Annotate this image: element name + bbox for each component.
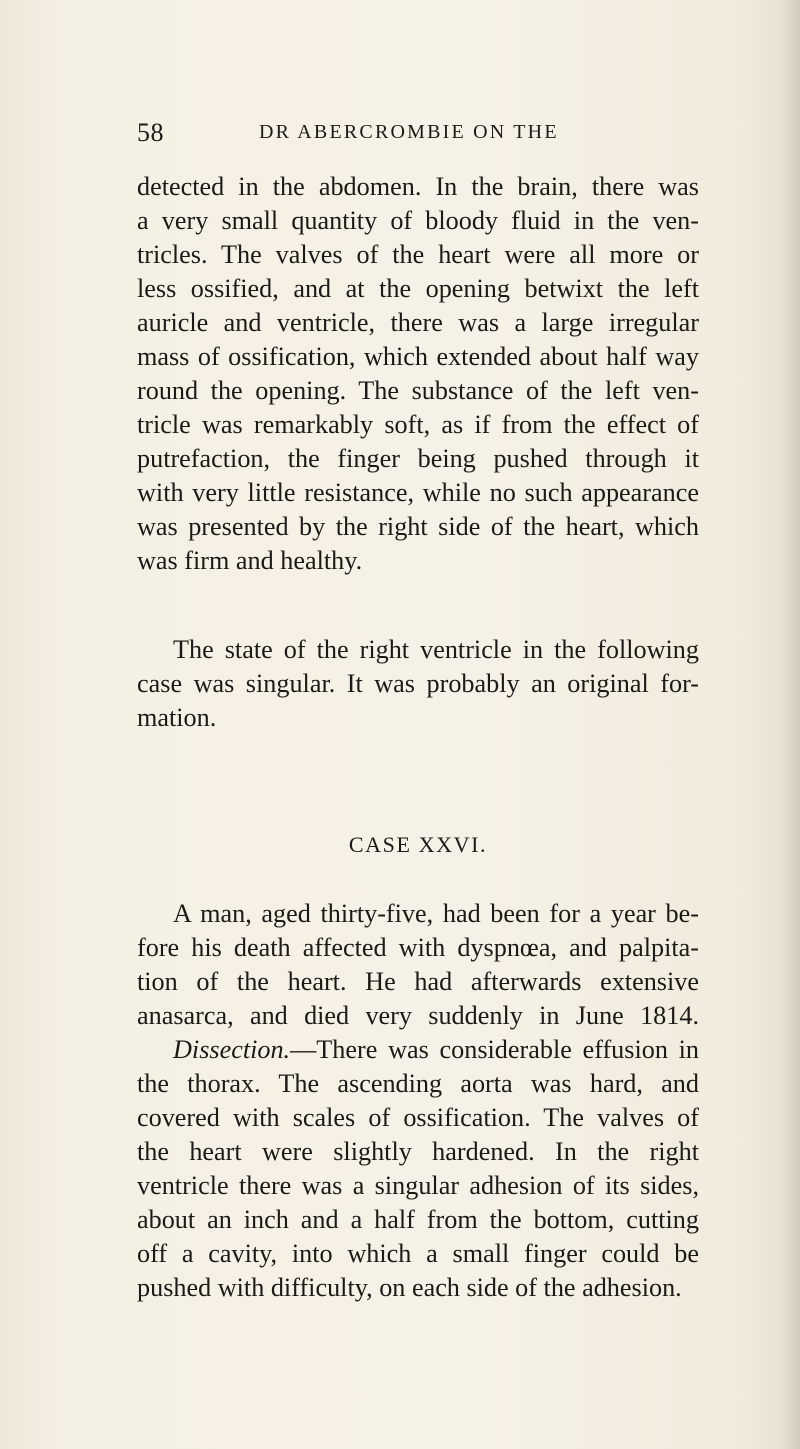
text-line: mation.	[137, 703, 217, 732]
text-line: anasarca, and died very suddenly in June 1814.	[137, 1001, 699, 1030]
text-line: pushed with difficulty, on each side of the adhesion.	[137, 1273, 682, 1302]
text-line: less ossified, and at the opening betwixt the left	[137, 274, 699, 303]
case-heading: CASE XXVI.	[348, 832, 488, 857]
page-edge-shadow	[782, 0, 800, 1449]
text-line: ventricle there was a singular adhesion of its sides,	[137, 1171, 699, 1200]
text-line: was firm and healthy.	[137, 546, 363, 575]
text-line: case was singular. It was probably an original for-	[137, 669, 699, 698]
text-line: with very little resistance, while no such appearance	[137, 478, 699, 507]
text-line: the thorax. The ascending aorta was hard, and	[137, 1069, 699, 1098]
text-line: putrefaction, the finger being pushed through it	[137, 444, 699, 473]
text-line: off a cavity, into which a small finger could be	[137, 1239, 699, 1268]
text-line: The state of the right ventricle in the following	[173, 635, 699, 664]
text-line: fore his death affected with dyspnœa, and palpita-	[137, 933, 699, 962]
page-number: 58	[137, 118, 164, 147]
text-line: A man, aged thirty-five, had been for a year be-	[173, 899, 699, 928]
text-line: mass of ossification, which extended about half way	[137, 342, 699, 371]
text-line: detected in the abdomen. In the brain, there was	[137, 172, 699, 201]
text-line: was presented by the right side of the heart, which	[137, 512, 699, 541]
text-line: the heart were slightly hardened. In the right	[137, 1137, 699, 1166]
text-line: tricles. The valves of the heart were all more or	[137, 240, 699, 269]
text-line: auricle and ventricle, there was a large irregular	[137, 308, 699, 337]
text-line: a very small quantity of bloody fluid in the ven-	[137, 206, 699, 235]
dissection-first-line-text: —There was considerable effusion in	[290, 1035, 699, 1064]
text-line: tion of the heart. He had afterwards extensive	[137, 967, 699, 996]
text-line: about an inch and a half from the bottom, cutting	[137, 1205, 699, 1234]
text-line: covered with scales of ossification. The valves of	[137, 1103, 699, 1132]
running-title: DR ABERCROMBIE ON THE	[259, 121, 559, 143]
text-line: tricle was remarkably soft, as if from the effect of	[137, 410, 699, 439]
dissection-first-line	[173, 1033, 699, 1067]
dissection-label: Dissection.	[173, 1035, 291, 1064]
running-head	[137, 118, 697, 148]
text-line: round the opening. The substance of the left ven-	[137, 376, 699, 405]
